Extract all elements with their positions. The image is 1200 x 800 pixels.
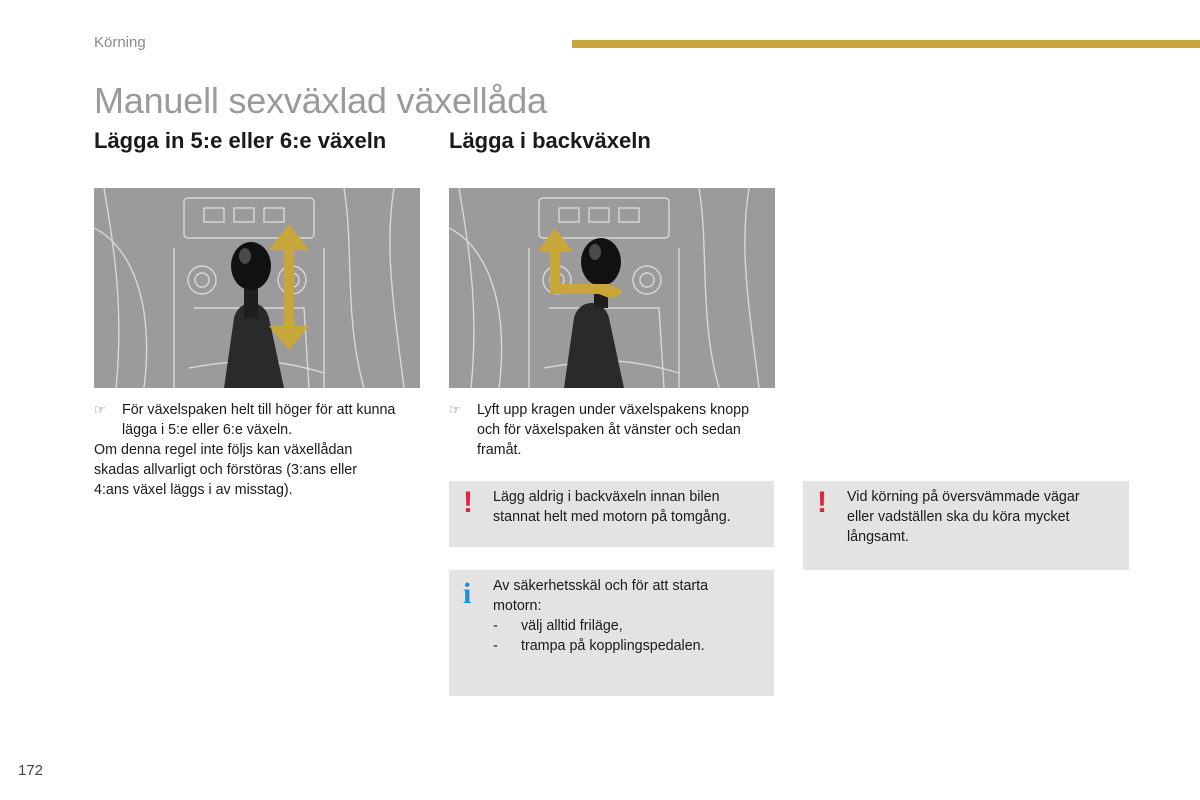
info-list-item <box>493 616 762 636</box>
bullet-item <box>94 400 424 440</box>
pointing-hand-icon: ☞ <box>449 402 461 417</box>
info-text <box>493 576 762 656</box>
instruction-reverse-gear <box>449 400 779 460</box>
warning-text-line: Lägg aldrig i backväxeln innan bilen <box>493 489 720 505</box>
heading-reverse-gear: Lägga i backväxeln <box>449 128 651 153</box>
pointing-hand-icon: ☞ <box>94 402 106 417</box>
info-icon: i <box>463 577 472 610</box>
gear-shift-illustration-vertical-arrow <box>94 188 420 388</box>
info-text-line: Av säkerhetsskäl och för att starta <box>493 578 709 594</box>
info-list-text: välj alltid friläge, <box>521 618 623 634</box>
info-list-text: trampa på kopplingspedalen. <box>521 638 705 654</box>
info-list-item <box>493 636 762 656</box>
bullet-text-line: framåt. <box>477 442 522 458</box>
warning-text <box>847 487 1117 547</box>
warning-text-line: stannat helt med motorn på tomgång. <box>493 509 731 525</box>
dash-marker: - <box>493 618 498 634</box>
warning-text <box>493 487 762 527</box>
instruction-fifth-sixth-gear <box>94 400 424 500</box>
paragraph-line: skadas allvarligt och förstöras (3:ans eller <box>94 462 358 478</box>
bullet-text-line: och för växelspaken åt vänster och sedan <box>477 422 741 438</box>
bullet-text-line: Lyft upp kragen under växelspakens knopp <box>477 402 750 418</box>
header-accent-bar <box>572 40 1200 48</box>
paragraph-line: Om denna regel inte följs kan växellådan <box>94 442 353 458</box>
paragraph-line: 4:ans växel läggs i av misstag). <box>94 482 293 498</box>
warning-box-reverse <box>449 481 774 547</box>
info-box-safety <box>449 570 774 696</box>
warning-box-flooded-roads <box>803 481 1129 570</box>
heading-fifth-sixth-gear: Lägga in 5:e eller 6:e växeln <box>94 128 387 153</box>
bullet-text-line: lägga i 5:e eller 6:e växeln. <box>122 422 293 438</box>
info-text-line: motorn: <box>493 598 542 614</box>
bullet-text-line: För växelspaken helt till höger för att kunna <box>122 402 396 418</box>
warning-text-line: Vid körning på översvämmade vägar <box>847 489 1080 505</box>
warning-exclamation-icon: ! <box>817 486 827 519</box>
dash-marker: - <box>493 638 498 654</box>
gear-shift-illustration-reverse-arrow <box>449 188 775 388</box>
page-title: Manuell sexväxlad växellåda <box>94 80 547 121</box>
page-number: 172 <box>18 762 44 779</box>
warning-text-line: långsamt. <box>847 529 909 545</box>
warning-exclamation-icon: ! <box>463 486 473 519</box>
bullet-item <box>449 400 779 460</box>
section-label: Körning <box>94 34 146 51</box>
warning-text-line: eller vadställen ska du köra mycket <box>847 509 1070 525</box>
